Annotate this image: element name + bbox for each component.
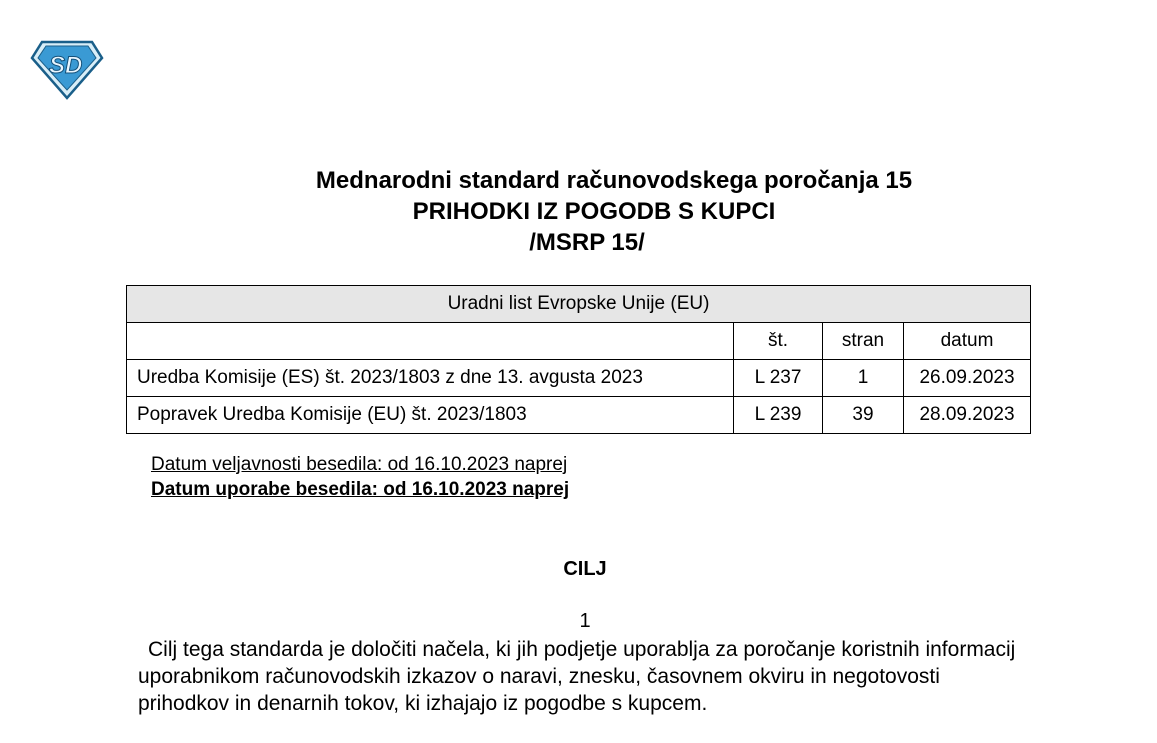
document-code: /MSRP 15/: [529, 229, 645, 256]
validity-date: Datum veljavnosti besedila: od 16.10.2023 naprej: [151, 454, 568, 475]
journal-page: 1: [823, 360, 904, 397]
journal-number: L 237: [734, 360, 823, 397]
dates-block: [151, 452, 569, 502]
sd-logo-icon: [30, 40, 104, 100]
document-title: Mednarodni standard računovodskega poročanja 15: [315, 167, 913, 194]
journal-number: L 239: [734, 397, 823, 434]
table-header-row: [127, 323, 1031, 360]
table-caption-row: [127, 286, 1031, 323]
column-header-number: št.: [734, 323, 823, 360]
column-header-name: [127, 323, 734, 360]
section-heading: CILJ: [563, 558, 607, 580]
paragraph-number: 1: [579, 610, 591, 632]
column-header-page: stran: [823, 323, 904, 360]
table-row: [127, 397, 1031, 434]
official-journal-table: [126, 285, 1031, 434]
journal-page: 39: [823, 397, 904, 434]
application-date: Datum uporabe besedila: od 16.10.2023 naprej: [151, 479, 570, 500]
journal-date: 28.09.2023: [904, 397, 1031, 434]
journal-date: 26.09.2023: [904, 360, 1031, 397]
column-header-date: datum: [904, 323, 1031, 360]
document-subtitle: PRIHODKI IZ POGODB S KUPCI: [412, 198, 776, 225]
regulation-name: Popravek Uredba Komisije (EU) št. 2023/1803: [127, 397, 734, 434]
table-caption: Uradni list Evropske Unije (EU): [127, 286, 1031, 323]
regulation-name: Uredba Komisije (ES) št. 2023/1803 z dne 13. avgusta 2023: [127, 360, 734, 397]
table-row: [127, 360, 1031, 397]
logo-text: SD: [49, 52, 83, 79]
paragraph-text: Cilj tega standarda je določiti načela, ki jih podjetje uporablja za poročanje koristnih informacij uporabnikom računovodskih izkazov o naravi, znesku, časovnem okviru in negotovosti prihodkov in denarnih tokov, ki izhajajo iz pogodbe s kupcem.: [138, 638, 1016, 715]
